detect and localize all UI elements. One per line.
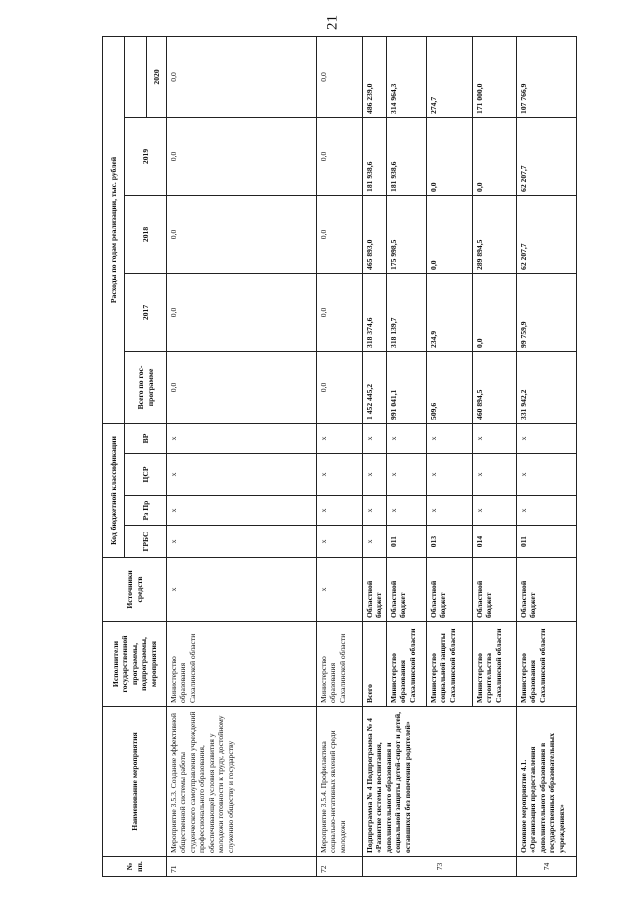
row-num: 74 <box>516 857 576 877</box>
row-vr: x <box>472 423 516 453</box>
rotated-table-frame <box>102 36 577 877</box>
row-rzpr: x <box>167 496 317 526</box>
row-grbs: x <box>167 526 317 558</box>
row-grbs: x <box>317 526 363 558</box>
row-vr: x <box>317 423 363 453</box>
row-2019: 0,0 <box>426 117 472 195</box>
row-total: 0,0 <box>167 351 317 423</box>
row-2018: 465 893,0 <box>363 195 387 273</box>
header-total: Всего по гос-программе <box>125 351 167 423</box>
row-total: 331 942,2 <box>516 351 576 423</box>
row-name: Подпрограмма № 4 Подпрограмма № 4 «Развитие системы воспитания, дополнительного образования и социальной защиты детей-сирот и детей, оставшихся без попечения родителей» <box>363 707 517 857</box>
row-2018: 62 207,7 <box>516 195 576 273</box>
row-name: Мероприятие 3.5.4. Профилактика социально-негативных явлений среди молодежи <box>317 707 363 857</box>
header-budget-code: Код бюджетной классификации <box>103 423 125 557</box>
row-grbs: x <box>363 526 387 558</box>
row-executor: Министерство образования Сахалинской области <box>516 622 576 707</box>
row-2019: 62 207,7 <box>516 117 576 195</box>
row-grbs: 011 <box>516 526 576 558</box>
header-year-2018: 2018 <box>125 195 167 273</box>
row-source: Областной бюджет <box>363 558 387 622</box>
header-name: Наименование мероприятия <box>103 707 167 857</box>
row-executor: Министерство образования Сахалинской области <box>317 622 363 707</box>
row-csr: x <box>516 454 576 496</box>
row-2020: 171 000,0 <box>472 36 516 117</box>
row-2020: 0,0 <box>317 36 363 117</box>
header-executors: Исполнители государственной программы, подпрограммы, мероприятия <box>103 622 167 707</box>
row-csr: x <box>363 454 387 496</box>
row-2019: 0,0 <box>472 117 516 195</box>
row-executor: Всего <box>363 622 387 707</box>
row-2018: 0,0 <box>167 195 317 273</box>
row-grbs: 014 <box>472 526 516 558</box>
header-rzpr: Рз Пр <box>125 496 167 526</box>
row-2020: 107 766,9 <box>516 36 576 117</box>
header-sources: Источники средств <box>103 558 167 622</box>
row-2020: 314 964,3 <box>386 36 426 117</box>
row-source: Областной бюджет <box>426 558 472 622</box>
row-source: Областной бюджет <box>386 558 426 622</box>
row-num: 73 <box>363 857 517 877</box>
row-2018: 175 998,5 <box>386 195 426 273</box>
row-vr: x <box>426 423 472 453</box>
table-row <box>317 36 363 876</box>
row-executor: Министерство образования Сахалинской области <box>167 622 317 707</box>
row-source: x <box>317 558 363 622</box>
row-csr: x <box>386 454 426 496</box>
row-2019: 0,0 <box>167 117 317 195</box>
header-year-2020: 2020 <box>147 36 167 117</box>
header-vr: ВР <box>125 423 167 453</box>
row-rzpr: x <box>516 496 576 526</box>
row-rzpr: x <box>426 496 472 526</box>
row-2017: 0,0 <box>472 273 516 351</box>
table-row <box>363 36 387 876</box>
row-rzpr: x <box>386 496 426 526</box>
row-2019: 181 938,6 <box>386 117 426 195</box>
row-2017: 0,0 <box>167 273 317 351</box>
row-total: 509,6 <box>426 351 472 423</box>
row-2017: 99 759,9 <box>516 273 576 351</box>
row-2018: 289 894,5 <box>472 195 516 273</box>
header-grbs: ГРБС <box>125 526 167 558</box>
row-2020: 486 239,0 <box>363 36 387 117</box>
row-2018: 0,0 <box>317 195 363 273</box>
row-vr: x <box>167 423 317 453</box>
header-year-2020-top <box>125 36 147 117</box>
row-rzpr: x <box>317 496 363 526</box>
row-2018: 0,0 <box>426 195 472 273</box>
row-2017: 0,0 <box>317 273 363 351</box>
row-name: Мероприятие 3.5.3. Создание эффективной общественной системы работы студенческого самоуправления учреждений профессионального образования, обеспечивающей условия развития у молодежи готовности к труду, достойному служению обществу и государству <box>167 707 317 857</box>
page-number: 21 <box>324 15 341 30</box>
row-executor: Министерство строительства Сахалинской области <box>472 622 516 707</box>
row-2017: 318 139,7 <box>386 273 426 351</box>
row-executor: Министерство социальной защиты Сахалинской области <box>426 622 472 707</box>
table-row <box>516 36 576 876</box>
row-2020: 274,7 <box>426 36 472 117</box>
row-csr: x <box>317 454 363 496</box>
row-vr: x <box>386 423 426 453</box>
row-num: 72 <box>317 857 363 877</box>
row-rzpr: x <box>472 496 516 526</box>
row-2017: 318 374,6 <box>363 273 387 351</box>
row-source: x <box>167 558 317 622</box>
row-vr: x <box>363 423 387 453</box>
expenses-table <box>102 36 577 877</box>
row-vr: x <box>516 423 576 453</box>
row-2019: 0,0 <box>317 117 363 195</box>
row-2020: 0,0 <box>167 36 317 117</box>
row-csr: x <box>167 454 317 496</box>
row-total: 0,0 <box>317 351 363 423</box>
row-total: 1 452 445,2 <box>363 351 387 423</box>
header-year-2019: 2019 <box>125 117 167 195</box>
header-year-2017: 2017 <box>125 273 167 351</box>
row-rzpr: x <box>363 496 387 526</box>
row-total: 460 894,5 <box>472 351 516 423</box>
row-executor: Министерство образования Сахалинской области <box>386 622 426 707</box>
row-csr: x <box>426 454 472 496</box>
row-csr: x <box>472 454 516 496</box>
row-source: Областной бюджет <box>472 558 516 622</box>
header-expenses-by-year: Расходы по годам реализации, тыс. рублей <box>103 36 125 423</box>
row-grbs: 011 <box>386 526 426 558</box>
header-num: № пп. <box>103 857 167 877</box>
row-2019: 181 938,6 <box>363 117 387 195</box>
row-source: Областной бюджет <box>516 558 576 622</box>
row-name: Основное мероприятие 4.1. «Организация предоставления дополнительного образования в государственных образовательных учреждениях» <box>516 707 576 857</box>
row-total: 991 041,1 <box>386 351 426 423</box>
table-row <box>167 36 317 876</box>
header-csr: ЦСР <box>125 454 167 496</box>
row-num: 71 <box>167 857 317 877</box>
row-2017: 234,9 <box>426 273 472 351</box>
row-grbs: 013 <box>426 526 472 558</box>
